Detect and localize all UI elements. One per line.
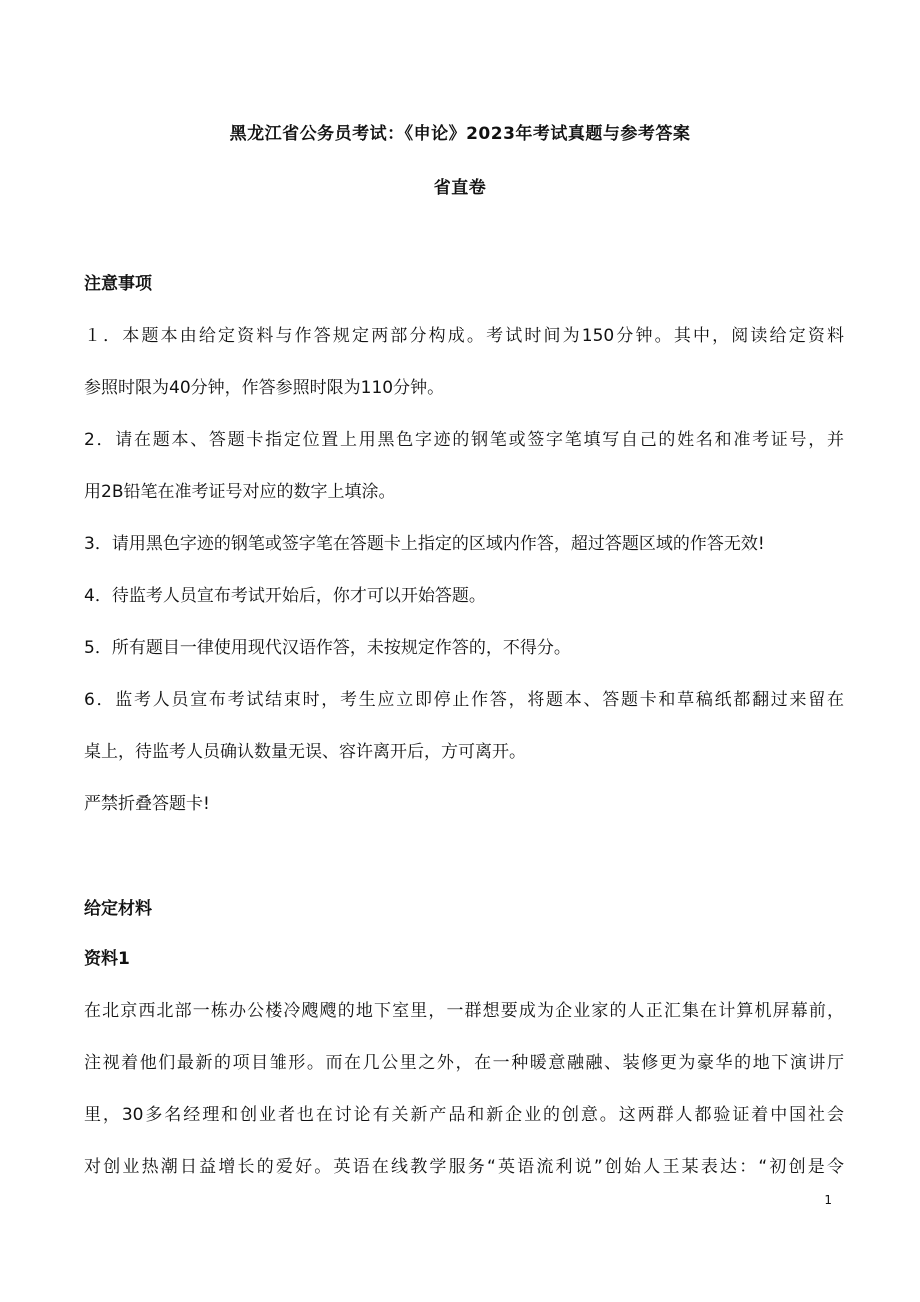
notes-line: 4．待监考人员宣布考试开始后，你才可以开始答题。 xyxy=(84,586,486,606)
material-1-line: 对创业热潮日益增长的爱好。英语在线教学服务“英语流利说”创始人王某表达：“初创是令 xyxy=(84,1157,844,1177)
material-1-heading: 资料1 xyxy=(84,949,130,969)
material-1-line: 里，30多名经理和创业者也在讨论有关新产品和新企业的创意。这两群人都验证着中国社会 xyxy=(84,1105,844,1125)
notes-heading: 注意事项 xyxy=(84,274,152,294)
document-title: 黑龙江省公务员考试：《申论》2023年考试真题与参考答案 xyxy=(229,124,691,144)
material-1-line: 在北京西北部一栋办公楼冷飕飕的地下室里，一群想要成为企业家的人正汇集在计算机屏幕前， xyxy=(84,1001,844,1021)
notes-line: 严禁折叠答题卡! xyxy=(84,794,210,814)
notes-line: 参照时限为40分钟，作答参照时限为110分钟。 xyxy=(84,378,445,398)
notes-line: 2．请在题本、答题卡指定位置上用黑色字迹的钢笔或签字笔填写自己的姓名和准考证号，并 xyxy=(84,430,844,450)
notes-line: 桌上，待监考人员确认数量无误、容许离开后，方可离开。 xyxy=(84,742,526,762)
notes-line: 用2B铅笔在准考证号对应的数字上填涂。 xyxy=(84,482,396,502)
materials-heading: 给定材料 xyxy=(84,899,152,919)
document-subtitle: 省直卷 xyxy=(433,178,487,198)
material-1-line: 注视着他们最新的项目雏形。而在几公里之外，在一种暖意融融、装修更为豪华的地下演讲厅 xyxy=(84,1053,844,1073)
notes-line: 5．所有题目一律使用现代汉语作答，未按规定作答的，不得分。 xyxy=(84,638,571,658)
notes-line: １．本题本由给定资料与作答规定两部分构成。考试时间为150分钟。其中，阅读给定资料 xyxy=(84,326,844,346)
notes-line: 6．监考人员宣布考试结束时，考生应立即停止作答，将题本、答题卡和草稿纸都翻过来留在 xyxy=(84,690,844,710)
page-number: 1 xyxy=(824,1193,832,1207)
notes-line: 3．请用黑色字迹的钢笔或签字笔在答题卡上指定的区域内作答，超过答题区域的作答无效! xyxy=(84,534,765,554)
